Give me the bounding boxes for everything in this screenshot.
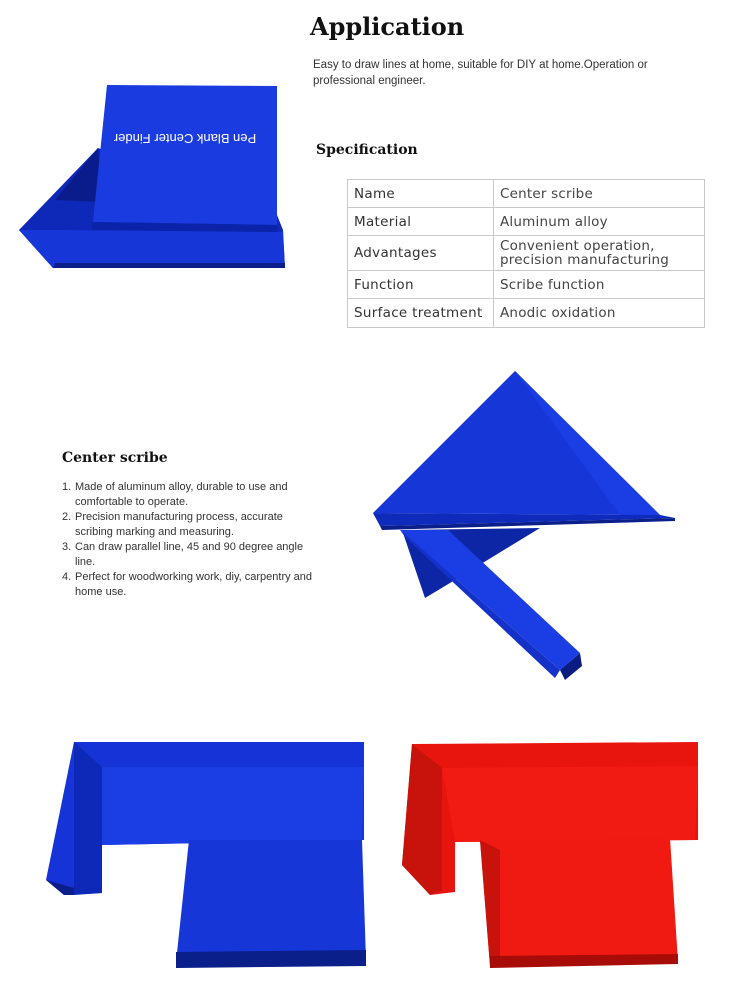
spec-key: Advantages (348, 236, 494, 271)
table-row (348, 236, 705, 271)
product-image-red-front (400, 740, 705, 970)
spec-key: Function (348, 271, 494, 299)
list-item-number: 3. (62, 541, 72, 553)
list-item-text: Precision manufacturing process, accurate scribing marking and measuring. (75, 511, 283, 538)
spec-value: Convenient operation, precision manufacturing (494, 236, 705, 271)
list-item-text: Can draw parallel line, 45 and 90 degree angle line. (75, 541, 304, 568)
spec-value: Scribe function (494, 271, 705, 299)
table-row (348, 180, 705, 208)
specification-title: Specification (316, 142, 418, 158)
center-scribe-features (62, 480, 322, 600)
list-item-text: Perfect for woodworking work, diy, carpentry and home use. (75, 571, 313, 598)
list-item (62, 480, 322, 510)
spec-key: Material (348, 208, 494, 236)
spec-key: Name (348, 180, 494, 208)
list-item (62, 570, 322, 600)
spec-value: Aluminum alloy (494, 208, 705, 236)
spec-value: Center scribe (494, 180, 705, 208)
specification-table (347, 179, 705, 328)
center-scribe-title: Center scribe (62, 450, 168, 466)
table-row (348, 299, 705, 328)
product-image-blue-front (44, 740, 369, 970)
list-item-number: 1. (62, 481, 72, 493)
list-item-number: 4. (62, 571, 72, 583)
list-item-number: 2. (62, 511, 72, 523)
spec-key: Surface treatment (348, 299, 494, 328)
table-row (348, 271, 705, 299)
product-image-triangle-view (370, 368, 680, 683)
list-item-text: Made of aluminum alloy, durable to use and comfortable to operate. (75, 481, 288, 508)
spec-value: Anodic oxidation (494, 299, 705, 328)
list-item (62, 540, 322, 570)
application-title: Application (310, 12, 465, 41)
table-row (348, 208, 705, 236)
application-description: Easy to draw lines at home, suitable for DIY at home.Operation or professional engineer. (313, 59, 648, 87)
list-item (62, 510, 322, 540)
product-image-center-finder (15, 80, 295, 275)
product-label-text: Pen Blank Center Finder (113, 131, 257, 146)
